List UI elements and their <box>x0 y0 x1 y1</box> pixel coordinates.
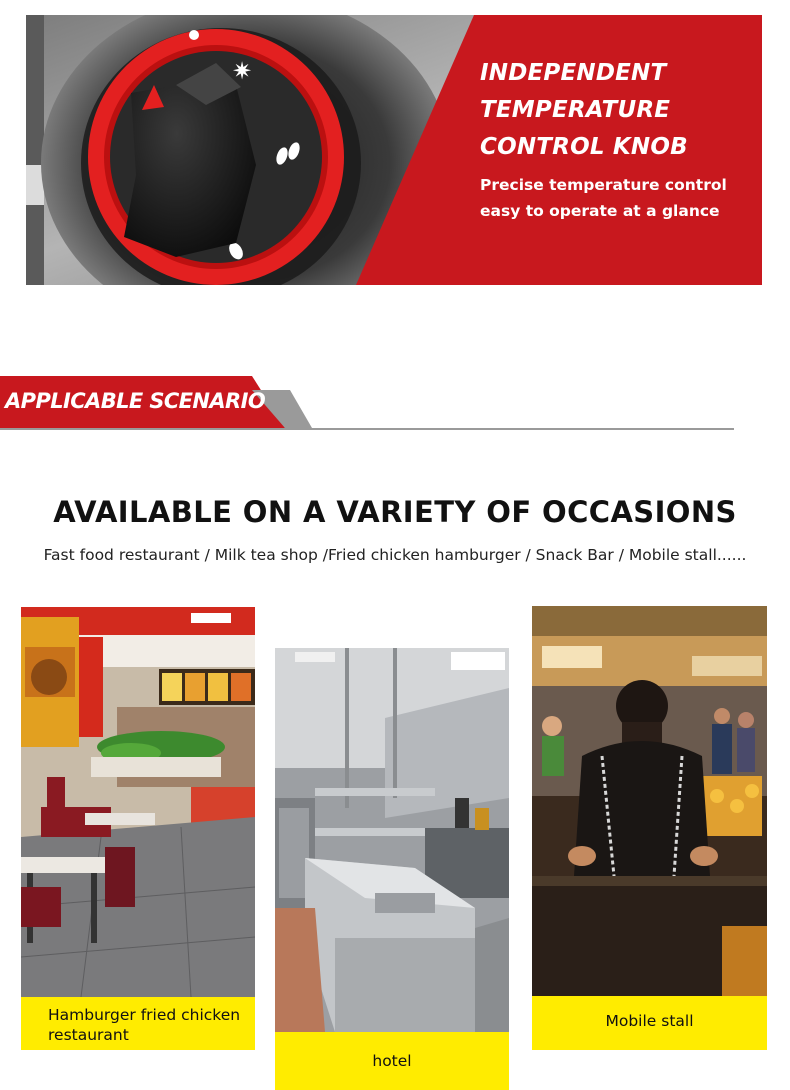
banner-description <box>480 172 760 224</box>
banner-description-line: easy to operate at a glance <box>480 202 720 220</box>
scenario-caption <box>275 1032 509 1090</box>
banner-title-line: TEMPERATURE <box>480 97 671 123</box>
scenario-caption-line: hotel <box>372 1052 412 1070</box>
svg-text:✷: ✷ <box>232 57 253 85</box>
scenario-caption <box>21 997 255 1050</box>
scenario-card-mobile-stall <box>532 606 767 1050</box>
banner-title-line: CONTROL KNOB <box>480 134 688 160</box>
occasions-subtitle: Fast food restaurant / Milk tea shop /Fried chicken hamburger / Snack Bar / Mobile stall...... <box>43 546 747 564</box>
fast-food-restaurant-photo <box>21 607 255 997</box>
banner-title <box>480 55 760 166</box>
scenario-caption <box>532 996 767 1050</box>
banner-description-line: Precise temperature control <box>480 176 727 194</box>
temperature-knob-banner <box>26 15 762 285</box>
occasions-heading: AVAILABLE ON A VARIETY OF OCCASIONS <box>53 495 737 529</box>
mobile-stall-photo <box>532 606 767 996</box>
scenario-caption-line: Hamburger fried chicken <box>48 1006 241 1024</box>
section-label: APPLICABLE SCENARIO <box>5 389 266 413</box>
scenario-card-hotel <box>275 648 509 1090</box>
scenario-caption-line: restaurant <box>48 1026 129 1044</box>
scenario-card-restaurant <box>21 607 255 1050</box>
banner-text-block <box>480 55 760 224</box>
banner-title-line: INDEPENDENT <box>480 60 667 86</box>
applicable-scenario-header <box>0 376 740 432</box>
scenario-caption-line: Mobile stall <box>605 1012 694 1030</box>
hotel-kitchen-photo <box>275 648 509 1032</box>
